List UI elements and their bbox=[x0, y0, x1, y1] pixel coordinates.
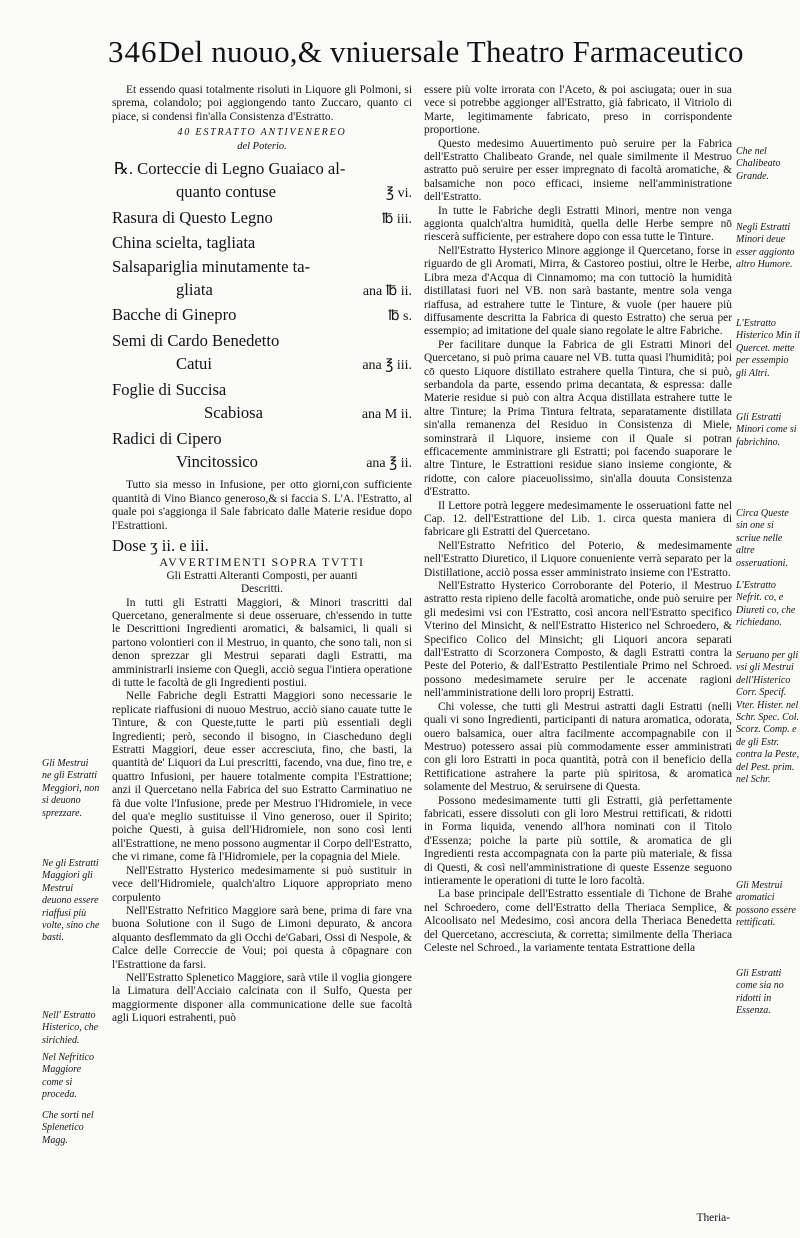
recipe-line: Bacche di Ginepro ℔ s. bbox=[112, 305, 412, 325]
margin-note: Nel Nefritico Maggiore come si proceda. bbox=[42, 1052, 94, 1101]
recipe-heading bbox=[112, 126, 412, 139]
paragraph: Questo medesimo Auuertimento può seruire per la Fabrica dell'Estratto Chalibeato Grande, nel quale similmente il Mestruo astratto può seruire per esser impregnato di facoltà aromatiche, & balsamiche non poco efficaci, insieme nell'amministratione dell'Estratto. bbox=[424, 137, 732, 204]
recipe-line: Semi di Cardo Benedetto bbox=[112, 330, 280, 350]
recipe-line: Vincitossico ana ℥ ii. bbox=[176, 451, 412, 471]
recipe-line: gliata ana ℔ ii. bbox=[176, 280, 412, 300]
recipe-line: quanto contuse ℥ vi. bbox=[176, 182, 412, 202]
paragraph: In tutti gli Estratti Maggiori, & Minori trascritti dal Quercetano, generalmente si deue osseruare, ch'essendo in tutte le Descrittioni Ingredienti aromatici, & balsamici, li quali si partono volontieri con il Mestruo, in quanto, che sono tali, non si denon sprezzar gli Mestrui separati dagli Estratti, ma amministrarli insieme con Quegli, acciò segua l'intiera operatione di tutte le facoltà de gli Ingredienti postiui. bbox=[112, 596, 412, 689]
recipe-author: del Poterio. bbox=[237, 140, 287, 152]
recipe-line: China scielta, tagliata bbox=[112, 233, 256, 253]
recipe-line: Rasura di Questo Legno ℔ iii. bbox=[112, 207, 412, 227]
margin-note: Circa Queste sin one si scriue nelle altre osseruationi. bbox=[736, 508, 789, 569]
recipe-line: ℞. Corteccie di Legno Guaiaco al- bbox=[114, 159, 346, 179]
warnings-subheading: Gli Estratti Alteranti Composti, per auanti bbox=[166, 569, 358, 582]
catchword: Theria- bbox=[696, 1212, 730, 1224]
warnings-subheading: Descritti. bbox=[240, 583, 284, 596]
paragraph: Nell'Estratto Hysterico medesimamente si può sustituir in vece dell'Hidromiele, qualch'altro Liquore appropriato meno corpulento bbox=[112, 864, 412, 904]
method-paragraph: Tutto sia messo in Infusione, per otto giorni,con sufficiente quantità di Vino Bianco generoso,& si faccia S. L'A. l'Estratto, al quale poi s'aggionga il Sale fabricato dalle Materie residue dopo l'Estrattioni. bbox=[112, 479, 412, 532]
recipe-line: Catui ana ℥ iii. bbox=[176, 354, 412, 374]
page-header bbox=[108, 34, 748, 78]
paragraph: Il Lettore potrà leggere medesimamente le osseruationi fatte nel Cap. 12. dell'Estrattione del Lib. 1. circa questa maniera di fabricare gli Estratti del Quercetano. bbox=[424, 499, 732, 539]
recipe-line: Radici di Cipero bbox=[112, 428, 222, 448]
margin-note: L'Estratto Nefrit. co, e Diureti co, che richiedano. bbox=[736, 580, 796, 629]
warnings-heading: AVVERTIMENTI SOPRA TVTTI bbox=[159, 555, 365, 570]
margin-note: Che sorti nel Splenetico Magg. bbox=[42, 1110, 94, 1146]
left-column bbox=[112, 84, 412, 1026]
paragraph: Nell'Estratto Hysterico Minore aggionge il Quercetano, forse in riguardo de gli Aromati, Mirra, & Castoreo postiui, oltre le Herbe, Libra meza d'Acqua di Cinnamomo; ma con tuttociò la humidità distillatasi fuori nel VB. non sarà bastante, mentre sola venga riaffusa, ad estrahere tutte le Tinture, & vuole (per hauere più diffusamente descritta la Fabrica di questo Estratto) che serua per essempio; ad imitatione del quale siano regolate le altre Fabriche. bbox=[424, 244, 732, 338]
paragraph: Nell'Estratto Nefritico del Poterio, & medesimamente nell'Estratto Diuretico, il Liquore conueniente verrà separato per la Distillatione, acciò possa esser amministrato insieme con l'Estratto. bbox=[424, 539, 732, 579]
paragraph: La base principale dell'Estratto essentiale di Tichone de Brahe nel Schroedero, come dell'Estratto della Theriaca Semplice, & Alcoolisato nel Medesimo, così ancora della Theriaca Benedetta del Quercetano, accresciuta, & corretta; similmente della Theriaca Celeste nel Schroed., la variamente tentata Estrattione della bbox=[424, 888, 732, 954]
page-number: 346 bbox=[108, 34, 158, 69]
recipe-line: Foglie di Succisa bbox=[112, 379, 227, 399]
heading-title: ESTRATTO ANTIVENEREO bbox=[195, 127, 347, 139]
margin-note: Che nel Chalibeato Grande. bbox=[736, 146, 781, 182]
recipe-line: Scabiosa ana M ii. bbox=[204, 403, 412, 423]
paragraph: Nelle Fabriche degli Estratti Maggiori sono necessarie le replicate riaffusioni di nuouo Mestruo, acciò siano cauate tutte le Tinture, & con Queste,tutte le parti più essentiali degli Ingredienti; però, secondo il bisogno, in Ciascheduno degli Estratti Maggiori, deue esser accresciuta, fino, che basti, la quantità de' Liquori da Lui prescritti, facendo, vna due, fino tre, e quattro Infusioni, per hauere totalmente compita l'Estrattione; anzi il Quercetano nella Fabrica del suo Estratto Carminatiuo ne fà due volte l'Infusione, prede per Mestruo l'Hidromiele, in vece del qua'e meglio sustituisse il Vino generoso, ouer il Spirito; poiche Questi, à guisa dell'Hidromiele, non sono così lenti all'Estrattione, ne meno possono augmentar il Corpo dell'Estratto, che vi rimane, come fà l'Hidromiele, per la copagnia del Miele. bbox=[112, 690, 412, 864]
margin-note: Nell' Estratto Histerico, che sirichied. bbox=[42, 1010, 99, 1046]
margin-note: Gli Mestrui ne gli Estratti Meggiori, non si deuono sprezzare. bbox=[42, 758, 100, 819]
paragraph: Chi volesse, che tutti gli Mestrui astratti dagli Estratti (nelli quali vi sono Ingredienti, participanti di natura aromatica, odorata, ouero balsamica, ouer altra facilmente accompagnabile con il Mestruo) potessero assai più commodamente esser amministrati con gli loro Estratti in poca quantità, potrà con il beneficio della Rettificatione astrahere la parte più spiritosa, & aromatica solamente del Mestruo, & seruirsene di Questa. bbox=[424, 700, 732, 794]
paragraph: Nell'Estratto Nefritico Maggiore sarà bene, prima di fare vna buona Solutione con il Sugo de Limoni depurato, & ancora alquanto desflemmato da gli Occhi de'Gabari, Ossi di Nespole, & Calce delle Correccie de Voui; poi questa à cōpagnare con l'Estrattione da farsi. bbox=[112, 904, 412, 971]
intro-paragraph: Et essendo quasi totalmente risoluti in Liquore gli Polmoni, si sprema, colandolo; poi aggiongendo tanto Zuccaro, quanto ci piace, si condensi fin'alla Consistenza d'Estratto. bbox=[112, 84, 412, 123]
margin-note: Negli Estratti Minori deue esser aggionto altro Humore. bbox=[736, 222, 795, 271]
margin-note: Gli Mestrui aromatici possono essere rettificati. bbox=[736, 880, 796, 929]
margin-note: L'Estratto Histerico Min il Quercet. mette per essempio gli Altri. bbox=[736, 318, 800, 379]
heading-number: 40 bbox=[177, 127, 192, 139]
running-title: Del nuouo,& vniuersale Theatro Farmaceutico bbox=[158, 34, 744, 69]
paragraph: essere più volte irrorata con l'Aceto, & poi asciugata; ouer in sua vece si potrebbe aggionger all'Estratto, già fabricato, il Vitriolo di Marte, legitimamente fabricato, preso in corrispondente proportione. bbox=[424, 84, 732, 137]
margin-note: Gli Estratti come sia no ridotti in Essenza. bbox=[736, 968, 784, 1017]
right-column bbox=[424, 84, 732, 955]
paragraph: Nell'Estratto Splenetico Maggiore, sarà vtile il voglia giongere la Limatura dell'Acciaio calcinata con il Sulfo, Questa per maggiormente disponer alla communicatione delle sue facoltà agli Liquori estrahenti, può bbox=[112, 971, 412, 1025]
dose-line: Dose ʒ ii. e iii. bbox=[112, 535, 209, 555]
paragraph: Per facilitare dunque la Fabrica de gli Estratti Minori del Quercetano, si può prima cauare nel VB. tutta quasi l'humidità; poi cō questo Liquore distillato estrahere quella Tintura, che si può, serbandola da parte, essendo prima decantata, & espressa: dalle Materie residue si può con altra Acqua distillata estrahere tutte le altre Tinture; la Prima Tintura feltrata, separatamente distillata sin'alla remanenza del Residuo in Consistenza di Miele, sominstrarà il Liquore, insieme con il Quale si potran efficacemente amministrare gli Estratti; poi facendo suaporare le altre Tinture, le Estrattioni residue siano insieme congionte, & ridotte, con calore piaceuolissimo, sin'alla douuta Consistenza d'Estratto. bbox=[424, 338, 732, 499]
margin-note: Ne gli Estratti Maggiori gli Mestrui deuono essere riaffusi più volte, sino che basti. bbox=[42, 858, 100, 944]
margin-note: Gli Estratti Minori come si fabrichino. bbox=[736, 412, 797, 448]
paragraph: Nell'Estratto Hysterico Corroborante del Poterio, il Mestruo astratto resta ripieno delle facoltà aromatiche, onde può seruire per gli medesimi vsi con l'Estratto, così ancora nell'Estratto specifico Vterino del Minsicht, & nell'Estratto Histerico nel Schroedero, & Specifico Colico del Minsicht; gli Liquori ancora separati dall'Estratto di Scorzonera Composto, & dagli Estratti contra la Peste del Poterio, & dall'Estratto Pestilentiale Primo nel Schroed. possono medesimamete seruire per le accenate ragioni nell'amministratione delli loro proprij Estratti. bbox=[424, 580, 732, 700]
recipe-line: Salsapariglia minutamente ta- bbox=[112, 256, 311, 276]
recipe-list bbox=[112, 157, 412, 475]
paragraph: Possono medesimamente tutti gli Estratti, già perfettamente fabricati, essere dissoluti con gli loro Mestrui rettificati, & ridotti in Forma liquida, venendo all'hora nominati con il Titolo d'Essenza; poiche la parte più sottile, & aromatica de gli Ingredienti resta accompagnata con la parte più materiale, & fissa di Questi, & così nell'amministratione di queste Essenze seguono intieramente le operationi di tutte le loro facoltà. bbox=[424, 794, 732, 887]
margin-note: Seruano per gli vsi gli Mestrui dell'Histerico Corr. Specif. Vter. Hister. nel Schr. Spec. Col. Scorz. Comp. e de gli Estr. contra la Peste, del Pest. prim. nel Schr. bbox=[736, 650, 800, 786]
paragraph: In tutte le Fabriche degli Estratti Minori, mentre non venga aggionta qualch'altra humidità, quella delle Herbe sempre nō riescerà sufficiente, per estrahere dopo con essa tutte le Tinture. bbox=[424, 204, 732, 244]
